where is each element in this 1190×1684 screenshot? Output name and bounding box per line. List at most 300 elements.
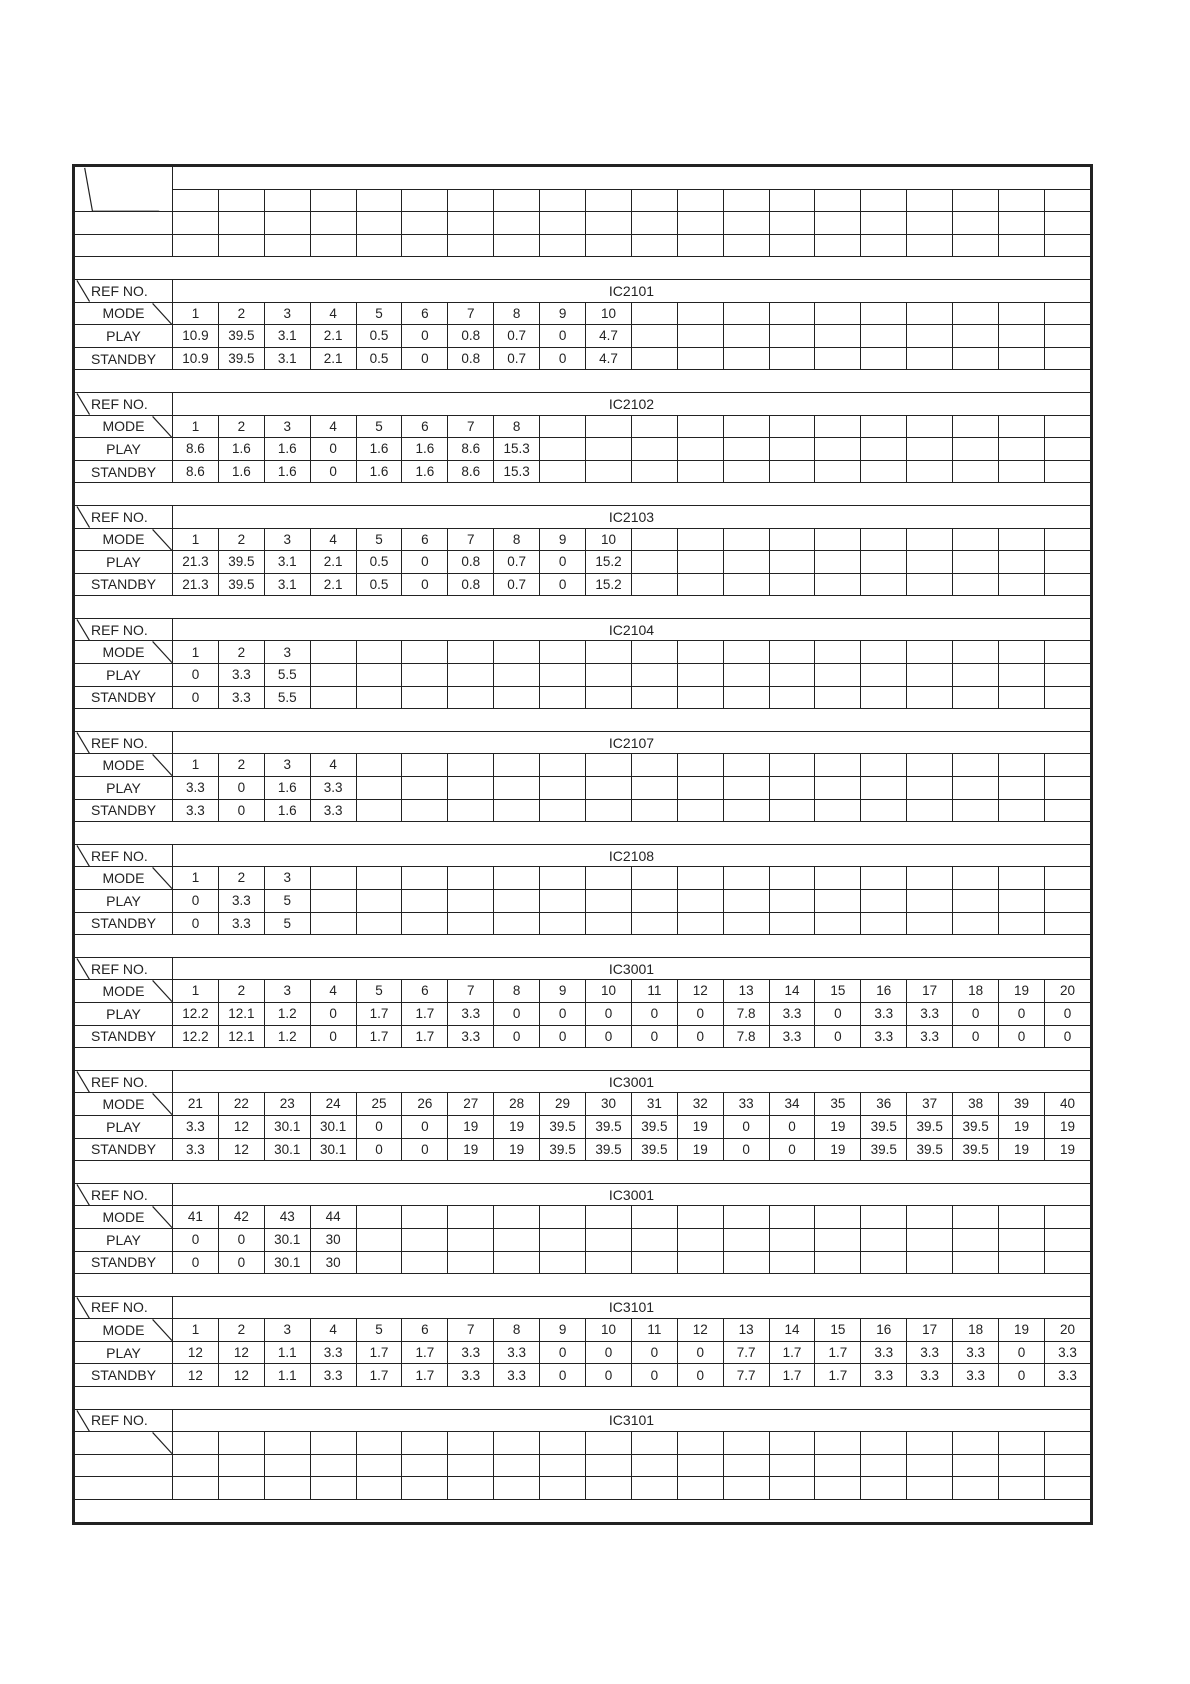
pin-number-cell: 4: [310, 1319, 356, 1342]
play-voltage-cell: [310, 890, 356, 913]
standby-voltage-cell: 3.3: [953, 1364, 999, 1387]
pin-number-cell: 19: [999, 1319, 1045, 1342]
pin-number-cell: [310, 641, 356, 664]
play-voltage-cell: 0.7: [494, 325, 540, 348]
standby-voltage-cell: 8.6: [173, 460, 219, 483]
pin-number-cell: [173, 1432, 219, 1455]
play-voltage-cell: [723, 551, 769, 574]
play-voltage-cell: 0.8: [448, 325, 494, 348]
play-voltage-cell: [953, 325, 999, 348]
standby-voltage-cell: [1044, 347, 1090, 370]
pin-number-cell: [264, 1432, 310, 1455]
play-voltage-cell: [953, 1228, 999, 1251]
play-voltage-cell: [402, 777, 448, 800]
pin-number-cell: [631, 1432, 677, 1455]
pin-number-cell: 8: [494, 415, 540, 438]
standby-voltage-cell: [1044, 799, 1090, 822]
play-voltage-cell: [402, 890, 448, 913]
section-gap: [75, 1500, 1091, 1523]
pin-number-cell: 18: [953, 1319, 999, 1342]
ref-no-label: [75, 618, 173, 641]
standby-voltage-cell: [448, 686, 494, 709]
play-voltage-cell: 12: [173, 1341, 219, 1364]
gap-cell: [75, 822, 1091, 845]
play-voltage-cell: [448, 1454, 494, 1477]
pin-number-cell: [677, 415, 723, 438]
standby-voltage-cell: 0: [586, 1025, 632, 1048]
play-voltage-cell: [861, 325, 907, 348]
pin-number-cell: [494, 1432, 540, 1455]
play-voltage-cell: 0: [356, 1115, 402, 1138]
blank-cell: [999, 234, 1045, 257]
pin-number-cell: [540, 867, 586, 890]
play-voltage-cell: 39.5: [218, 325, 264, 348]
standby-voltage-cell: [356, 799, 402, 822]
standby-voltage-cell: 3.3: [907, 1025, 953, 1048]
pin-number-cell: [953, 1206, 999, 1229]
standby-voltage-cell: 1.7: [769, 1364, 815, 1387]
standby-voltage-cell: 30.1: [264, 1251, 310, 1274]
standby-voltage-cell: 19: [494, 1138, 540, 1161]
blank-row: [75, 212, 1091, 235]
pin-number-cell: 3: [264, 867, 310, 890]
standby-voltage-cell: 30: [310, 1251, 356, 1274]
pin-number-cell: [723, 528, 769, 551]
pin-number-cell: 22: [218, 1093, 264, 1116]
ref-row: [75, 844, 1091, 867]
pin-number-cell: [723, 641, 769, 664]
blank-cell: [264, 212, 310, 235]
standby-voltage-cell: 12: [218, 1364, 264, 1387]
pin-number-cell: 23: [264, 1093, 310, 1116]
play-voltage-cell: 19: [1044, 1115, 1090, 1138]
play-voltage-cell: 39.5: [953, 1115, 999, 1138]
standby-voltage-cell: [402, 686, 448, 709]
pin-number-cell: 31: [631, 1093, 677, 1116]
play-voltage-cell: [356, 1454, 402, 1477]
mode-label-text: MODE: [102, 1209, 145, 1226]
standby-voltage-cell: [769, 799, 815, 822]
ref-no-text: REF NO.: [91, 282, 148, 299]
pin-number-cell: 2: [218, 980, 264, 1003]
play-label: PLAY: [75, 777, 173, 800]
pin-number-cell: [540, 1206, 586, 1229]
play-voltage-cell: [769, 664, 815, 687]
gap-cell: [75, 709, 1091, 732]
pin-number-cell: 5: [356, 1319, 402, 1342]
standby-voltage-cell: [1044, 460, 1090, 483]
standby-voltage-cell: 0: [1044, 1025, 1090, 1048]
pin-number-cell: [1044, 302, 1090, 325]
play-voltage-cell: 0: [173, 1228, 219, 1251]
standby-voltage-cell: 19: [677, 1138, 723, 1161]
pin-number-cell: 2: [218, 1319, 264, 1342]
standby-voltage-cell: 0: [999, 1364, 1045, 1387]
pin-number-cell: [494, 1206, 540, 1229]
standby-voltage-cell: [953, 1251, 999, 1274]
play-voltage-cell: 1.1: [264, 1341, 310, 1364]
pin-number-cell: 2: [218, 415, 264, 438]
play-voltage-cell: [723, 1454, 769, 1477]
pin-number-cell: 44: [310, 1206, 356, 1229]
pin-number-cell: 7: [448, 415, 494, 438]
play-voltage-cell: 0: [402, 325, 448, 348]
blank-cell: [402, 212, 448, 235]
pin-number-cell: [677, 641, 723, 664]
play-voltage-cell: [677, 1228, 723, 1251]
standby-voltage-cell: 2.1: [310, 573, 356, 596]
play-voltage-cell: 5.5: [264, 664, 310, 687]
standby-voltage-cell: 39.5: [218, 347, 264, 370]
play-voltage-cell: [631, 1454, 677, 1477]
play-voltage-cell: [1044, 325, 1090, 348]
standby-voltage-cell: 0: [494, 1025, 540, 1048]
blank-cell: [907, 234, 953, 257]
play-row: [75, 325, 1091, 348]
play-row: [75, 1228, 1091, 1251]
pin-number-cell: 5: [356, 415, 402, 438]
play-voltage-cell: 0: [218, 1228, 264, 1251]
pin-number-cell: 9: [540, 528, 586, 551]
standby-voltage-cell: 1.7: [402, 1364, 448, 1387]
ref-no-text: REF NO.: [91, 621, 148, 638]
standby-row: [75, 1251, 1091, 1274]
pin-number-cell: [815, 867, 861, 890]
standby-voltage-cell: 39.5: [586, 1138, 632, 1161]
play-voltage-cell: [631, 438, 677, 461]
play-voltage-cell: [1044, 551, 1090, 574]
standby-voltage-cell: 39.5: [907, 1138, 953, 1161]
play-voltage-cell: [723, 664, 769, 687]
ref-no-text: REF NO.: [91, 1073, 148, 1090]
play-voltage-cell: [356, 664, 402, 687]
pin-number-cell: [631, 867, 677, 890]
pin-number-cell: 8: [494, 980, 540, 1003]
pin-number-cell: [310, 867, 356, 890]
pin-number-cell: 3: [264, 754, 310, 777]
standby-voltage-cell: [861, 686, 907, 709]
blank-cell: [173, 234, 219, 257]
play-row: [75, 890, 1091, 913]
blank-cell: [907, 189, 953, 212]
standby-voltage-cell: [402, 799, 448, 822]
play-voltage-cell: [586, 777, 632, 800]
play-voltage-cell: 3.3: [953, 1341, 999, 1364]
pin-number-cell: [677, 528, 723, 551]
blank-cell: [999, 212, 1045, 235]
mode-label: [75, 867, 173, 890]
blank-cell: [815, 234, 861, 257]
ref-no-text: REF NO.: [91, 1299, 148, 1316]
standby-voltage-cell: [907, 1251, 953, 1274]
standby-voltage-cell: 0: [310, 1025, 356, 1048]
pin-number-cell: [1044, 867, 1090, 890]
standby-voltage-cell: [1044, 573, 1090, 596]
standby-voltage-cell: [540, 1477, 586, 1500]
standby-voltage-cell: [907, 573, 953, 596]
standby-label: STANDBY: [75, 912, 173, 935]
ref-row: [75, 618, 1091, 641]
standby-voltage-cell: [999, 573, 1045, 596]
standby-voltage-cell: [448, 1477, 494, 1500]
ref-row: [75, 392, 1091, 415]
standby-voltage-cell: [953, 1477, 999, 1500]
standby-voltage-cell: [953, 460, 999, 483]
mode-row: [75, 1319, 1091, 1342]
play-voltage-cell: [723, 1228, 769, 1251]
standby-voltage-cell: [1044, 912, 1090, 935]
standby-voltage-cell: [677, 460, 723, 483]
play-voltage-cell: 1.6: [402, 438, 448, 461]
pin-number-cell: [356, 641, 402, 664]
ref-row: [75, 1070, 1091, 1093]
play-voltage-cell: [677, 325, 723, 348]
standby-voltage-cell: [769, 573, 815, 596]
play-voltage-cell: [999, 664, 1045, 687]
pin-number-cell: [861, 1432, 907, 1455]
pin-number-cell: 26: [402, 1093, 448, 1116]
ref-no-label: [75, 279, 173, 302]
blank-cell: [631, 212, 677, 235]
standby-voltage-cell: 0: [402, 347, 448, 370]
standby-voltage-cell: [861, 912, 907, 935]
play-voltage-cell: 30.1: [310, 1115, 356, 1138]
pin-number-cell: [402, 754, 448, 777]
standby-voltage-cell: 0: [953, 1025, 999, 1048]
play-voltage-cell: 3.3: [310, 777, 356, 800]
pin-number-cell: [907, 528, 953, 551]
pin-number-cell: [310, 1432, 356, 1455]
pin-number-cell: 41: [173, 1206, 219, 1229]
standby-voltage-cell: [815, 912, 861, 935]
standby-label: STANDBY: [75, 799, 173, 822]
ref-no-label: [75, 505, 173, 528]
play-voltage-cell: 3.3: [310, 1341, 356, 1364]
standby-voltage-cell: 3.3: [1044, 1364, 1090, 1387]
play-row: [75, 1002, 1091, 1025]
pin-number-cell: [723, 1206, 769, 1229]
standby-voltage-cell: [907, 912, 953, 935]
mode-row: [75, 980, 1091, 1003]
blank-row: [75, 234, 1091, 257]
pin-number-cell: 7: [448, 302, 494, 325]
voltage-table: [74, 166, 1091, 1523]
blank-cell: [861, 189, 907, 212]
play-row: [75, 1454, 1091, 1477]
pin-number-cell: 7: [448, 528, 494, 551]
pin-number-cell: 11: [631, 980, 677, 1003]
play-voltage-cell: 1.7: [402, 1341, 448, 1364]
play-voltage-cell: 1.7: [356, 1002, 402, 1025]
pin-number-cell: [861, 1206, 907, 1229]
pin-number-cell: 32: [677, 1093, 723, 1116]
play-voltage-cell: [769, 1454, 815, 1477]
blank-cell: [586, 212, 632, 235]
play-voltage-cell: [769, 890, 815, 913]
ref-row: [75, 731, 1091, 754]
standby-voltage-cell: 1.6: [218, 460, 264, 483]
pin-number-cell: [769, 528, 815, 551]
play-voltage-cell: [999, 1228, 1045, 1251]
mode-label-text: MODE: [102, 1096, 145, 1113]
standby-label: STANDBY: [75, 1364, 173, 1387]
play-voltage-cell: 0: [540, 325, 586, 348]
mode-label-text: MODE: [102, 757, 145, 774]
standby-row: [75, 460, 1091, 483]
pin-number-cell: 3: [264, 415, 310, 438]
play-voltage-cell: [999, 438, 1045, 461]
blank-cell: [769, 234, 815, 257]
pin-number-cell: 13: [723, 980, 769, 1003]
pin-number-cell: [631, 1206, 677, 1229]
pin-number-cell: [815, 302, 861, 325]
play-voltage-cell: 3.3: [448, 1341, 494, 1364]
standby-voltage-cell: [861, 1251, 907, 1274]
pin-number-cell: [769, 1432, 815, 1455]
blank-cell: [448, 212, 494, 235]
standby-voltage-cell: 1.7: [356, 1364, 402, 1387]
play-voltage-cell: 0: [494, 1002, 540, 1025]
standby-voltage-cell: [540, 912, 586, 935]
play-voltage-cell: 0: [586, 1002, 632, 1025]
section-gap: [75, 370, 1091, 393]
blank-cell: [861, 234, 907, 257]
blank-cell: [494, 189, 540, 212]
gap-cell: [75, 257, 1091, 280]
pin-number-cell: 9: [540, 1319, 586, 1342]
gap-cell: [75, 1500, 1091, 1523]
standby-voltage-cell: [631, 347, 677, 370]
standby-voltage-cell: 3.1: [264, 573, 310, 596]
ref-row: [75, 1183, 1091, 1206]
play-voltage-cell: 8.6: [173, 438, 219, 461]
standby-voltage-cell: [815, 1477, 861, 1500]
play-voltage-cell: [402, 1228, 448, 1251]
play-voltage-cell: [264, 1454, 310, 1477]
standby-voltage-cell: [631, 460, 677, 483]
play-voltage-cell: [540, 1454, 586, 1477]
mode-row: [75, 754, 1091, 777]
pin-number-cell: 40: [1044, 1093, 1090, 1116]
ref-no-text: REF NO.: [91, 960, 148, 977]
standby-voltage-cell: [769, 1251, 815, 1274]
gap-cell: [75, 1274, 1091, 1297]
standby-label: STANDBY: [75, 460, 173, 483]
standby-voltage-cell: 0: [677, 1025, 723, 1048]
blank-cell: [953, 234, 999, 257]
play-voltage-cell: 0: [586, 1341, 632, 1364]
section-gap: [75, 1274, 1091, 1297]
pin-number-cell: [356, 1206, 402, 1229]
pin-number-cell: 5: [356, 528, 402, 551]
pin-number-cell: 3: [264, 1319, 310, 1342]
standby-voltage-cell: 30.1: [310, 1138, 356, 1161]
play-voltage-cell: 8.6: [448, 438, 494, 461]
play-label: PLAY: [75, 325, 173, 348]
standby-voltage-cell: [310, 1477, 356, 1500]
standby-voltage-cell: 3.3: [861, 1025, 907, 1048]
play-voltage-cell: 1.7: [769, 1341, 815, 1364]
ref-no-label: [75, 1409, 173, 1432]
standby-voltage-cell: [907, 1477, 953, 1500]
play-voltage-cell: [402, 664, 448, 687]
pin-number-cell: [999, 641, 1045, 664]
blank-cell: [540, 212, 586, 235]
pin-number-cell: [999, 754, 1045, 777]
section-gap: [75, 596, 1091, 619]
pin-number-cell: [815, 1432, 861, 1455]
play-voltage-cell: [815, 551, 861, 574]
play-voltage-cell: [723, 777, 769, 800]
blank-cell: [448, 234, 494, 257]
standby-voltage-cell: [494, 686, 540, 709]
play-voltage-cell: 0.5: [356, 325, 402, 348]
blank-cell: [861, 212, 907, 235]
mode-label: [75, 754, 173, 777]
standby-voltage-cell: 21.3: [173, 573, 219, 596]
play-voltage-cell: [356, 777, 402, 800]
pin-number-cell: 15: [815, 980, 861, 1003]
play-voltage-cell: [540, 777, 586, 800]
standby-voltage-cell: [907, 799, 953, 822]
standby-voltage-cell: 19: [448, 1138, 494, 1161]
play-voltage-cell: 2.1: [310, 325, 356, 348]
voltage-chart-sheet: [72, 164, 1093, 1525]
mode-row: [75, 1206, 1091, 1229]
play-voltage-cell: [999, 551, 1045, 574]
standby-voltage-cell: 12: [218, 1138, 264, 1161]
standby-voltage-cell: 0: [173, 1251, 219, 1274]
pin-number-cell: [723, 754, 769, 777]
ref-no-text: REF NO.: [91, 1186, 148, 1203]
blank-cell: [999, 189, 1045, 212]
pin-number-cell: 1: [173, 754, 219, 777]
play-voltage-cell: 0: [218, 777, 264, 800]
blank-cell: [769, 189, 815, 212]
pin-number-cell: [677, 754, 723, 777]
standby-voltage-cell: 0.5: [356, 573, 402, 596]
ic-ref-title: IC2104: [173, 618, 1091, 641]
pin-number-cell: [907, 1432, 953, 1455]
standby-voltage-cell: 0: [310, 460, 356, 483]
ic-ref-title: IC3001: [173, 1183, 1091, 1206]
play-voltage-cell: 12: [218, 1115, 264, 1138]
blank-cell: [75, 234, 173, 257]
standby-voltage-cell: 7.8: [723, 1025, 769, 1048]
pin-number-cell: [861, 302, 907, 325]
standby-voltage-cell: [586, 1477, 632, 1500]
standby-voltage-cell: 0.8: [448, 347, 494, 370]
standby-row: [75, 1477, 1091, 1500]
play-voltage-cell: [953, 551, 999, 574]
play-voltage-cell: 15.3: [494, 438, 540, 461]
standby-voltage-cell: 39.5: [540, 1138, 586, 1161]
ic-ref-title: IC2101: [173, 279, 1091, 302]
play-voltage-cell: 3.3: [448, 1002, 494, 1025]
play-voltage-cell: 19: [815, 1115, 861, 1138]
play-label: PLAY: [75, 1341, 173, 1364]
blank-cell: [218, 189, 264, 212]
pin-number-cell: [907, 415, 953, 438]
standby-voltage-cell: [723, 686, 769, 709]
pin-number-cell: [356, 867, 402, 890]
play-label: PLAY: [75, 890, 173, 913]
standby-voltage-cell: 0: [356, 1138, 402, 1161]
pin-number-cell: 10: [586, 528, 632, 551]
play-voltage-cell: 3.1: [264, 551, 310, 574]
standby-voltage-cell: 0.8: [448, 573, 494, 596]
play-label: PLAY: [75, 1002, 173, 1025]
